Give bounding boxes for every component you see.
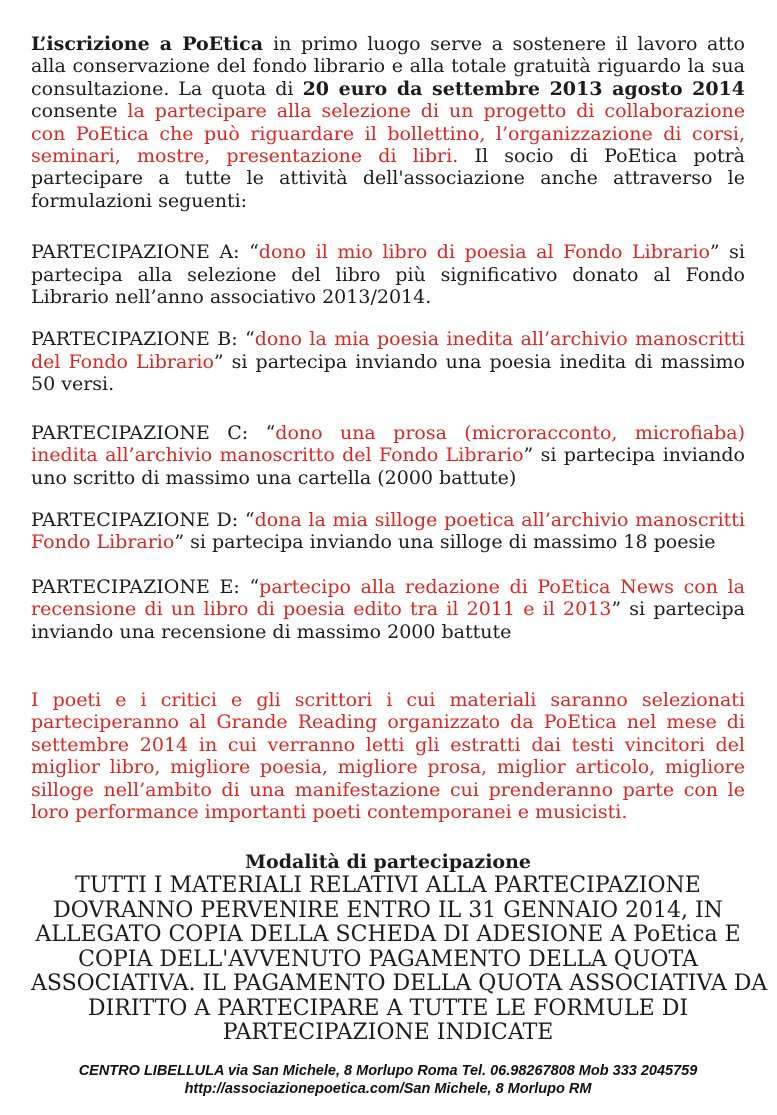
text-segment-normal: Il socio di PoEtica potrà partecipare a tutte le attività dell'associazione anche attraverso le formulazioni seguenti: <box>31 145 745 212</box>
paragraph-partecipazione-c <box>31 422 745 489</box>
text-segment-normal: consente <box>31 100 128 123</box>
text-segment-red: dono la mia poesia inedita all’archivio manoscritti del Fondo Librario <box>31 328 746 373</box>
modalita-line: PARTECIPAZIONE INDICATE <box>222 1020 554 1046</box>
paragraph-partecipazione-b <box>31 328 745 395</box>
modalita-line: DOVRANNO PERVENIRE ENTRO IL 31 GENNAIO 2014, IN <box>53 897 723 923</box>
footer-line: http://associazionepoetica.com/San Michele, 8 Morlupo RM <box>184 1080 592 1097</box>
text-segment-normal: PARTECIPAZIONE E: “ <box>31 575 260 598</box>
text-segment-red: partecipo alla redazione di PoEtica News con la recensione di un libro di poesia edito tra il 2011 e il 2013 <box>31 575 745 621</box>
text-segment-bold: L’iscrizione a PoEtica <box>31 33 274 55</box>
modalita-line: TUTTI I MATERIALI RELATIVI ALLA PARTECIPAZIONE <box>75 873 701 899</box>
text-segment-normal: ” si partecipa inviando uno scritto di massimo una cartella (2000 battute) <box>31 444 745 489</box>
modalita-line: COPIA DELL'AVVENUTO PAGAMENTO DELLA QUOTA <box>78 946 698 972</box>
text-segment-normal: PARTECIPAZIONE A: “ <box>31 241 259 264</box>
paragraph-grande-reading <box>31 689 745 823</box>
paragraph-partecipazione-a <box>31 241 745 308</box>
modalita-title: Modalità di partecipazione <box>245 851 531 874</box>
text-segment-normal: ” si partecipa inviando una silloge di massimo 18 poesie <box>174 531 716 554</box>
modalita-section <box>31 850 768 1046</box>
text-segment-normal: ” si partecipa inviando una recensione di massimo 2000 battute <box>31 598 745 643</box>
text-segment-red: dono il mio libro di poesia al Fondo Librario <box>258 241 710 264</box>
paragraph-partecipazione-d <box>31 509 745 554</box>
text-segment-normal: PARTECIPAZIONE C: “ <box>31 421 276 444</box>
text-segment-red: dona la mia silloge poetica all’archivio manoscritti Fondo Librario <box>31 508 745 554</box>
paragraph-intro <box>31 33 745 212</box>
text-segment-normal: ” si partecipa inviando una poesia inedita di massimo 50 versi. <box>31 350 745 396</box>
text-segment-red: la partecipare alla selezione di un progetto di collaborazione con PoEtica che può riguardare il bollettino, l’organizzazione di corsi, seminari, mostre, presentazione di libri. <box>31 100 746 168</box>
footer-contact <box>31 1062 745 1098</box>
modalita-notice <box>31 873 768 1046</box>
footer-line: CENTRO LIBELLULA via San Michele, 8 Morlupo Roma Tel. 06.98267808 Mob 333 2045759 <box>78 1062 698 1079</box>
text-segment-red: dono una prosa (microracconto, microfiaba) inedita all’archivio manoscritto del Fondo Librario <box>31 421 746 467</box>
text-segment-normal: ” si partecipa alla selezione del libro più significativo donato al Fondo Librario nell’anno associativo 2013/2014. <box>31 241 745 309</box>
text-segment-normal: PARTECIPAZIONE D: “ <box>31 508 255 531</box>
modalita-line: ALLEGATO COPIA DELLA SCHEDA DI ADESIONE A PoEtica E <box>35 922 741 948</box>
paragraph-partecipazione-e <box>31 576 745 643</box>
text-segment-bold: 20 euro da settembre 2013 agosto 2014 <box>302 77 745 100</box>
document-body <box>31 33 745 823</box>
text-segment-red: I poeti e i critici e gli scrittori i cui materiali saranno selezionati parteciperanno al Grande Reading organizzato da PoEtica nel mese di settembre 2014 in cui verranno letti gli estratti dai testi vincitori del miglior libro, migliore poesia, migliore prosa, miglior articolo, migliore silloge nell’ambito di una manifestazione cui prenderanno parte con le loro performance importanti poeti contemporanei e musicisti. <box>31 688 745 823</box>
modalita-line: DIRITTO A PARTECIPARE A TUTTE LE FORMULE DI <box>87 995 689 1021</box>
modalita-line: ASSOCIATIVA. IL PAGAMENTO DELLA QUOTA ASSOCIATIVA DA <box>31 971 768 997</box>
text-segment-normal: PARTECIPAZIONE B: “ <box>31 328 255 351</box>
text-segment-normal: in primo luogo serve a sostenere il lavoro atto alla conservazione del fondo librario e alla totale gratuità riguardo la sua consultazione. La quota di <box>31 33 745 100</box>
